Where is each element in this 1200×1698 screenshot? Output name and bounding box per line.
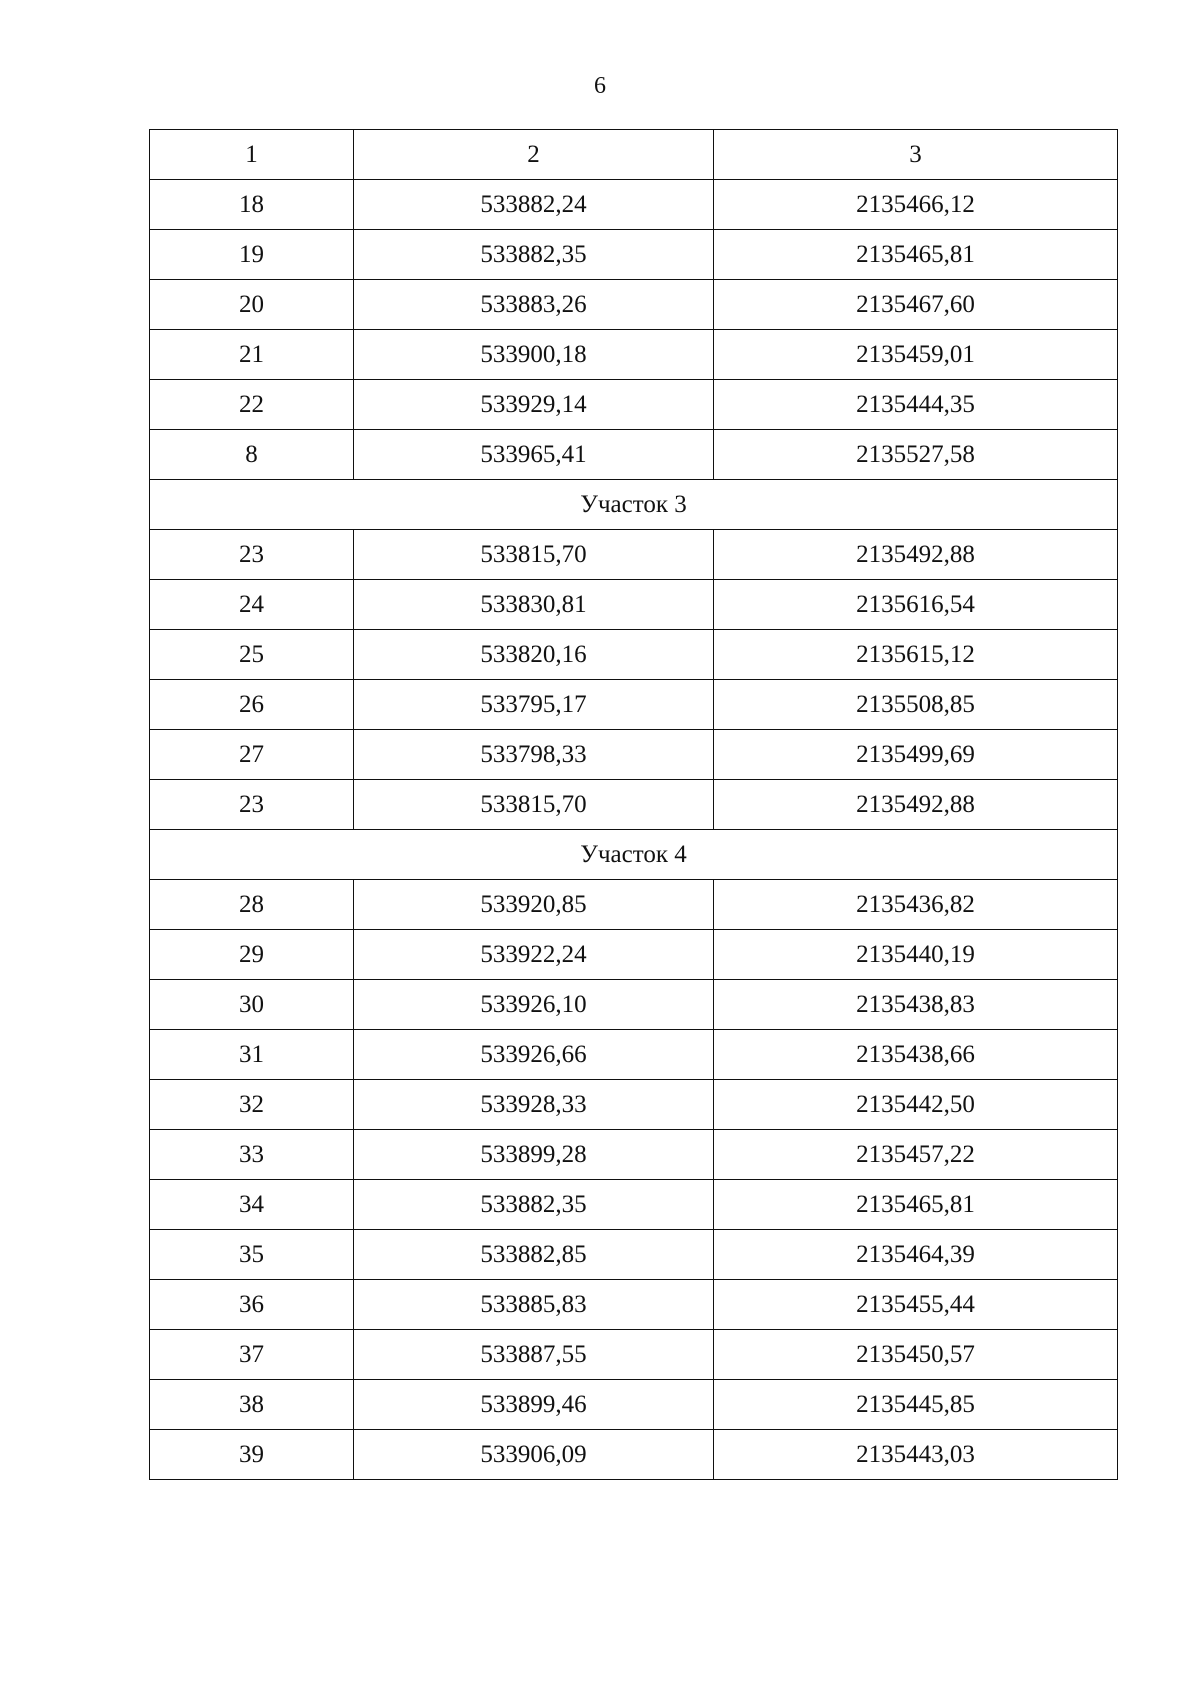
section-label: Участок 3 (150, 480, 1118, 530)
coordinate-y-cell: 2135445,85 (714, 1380, 1118, 1430)
point-number-cell: 21 (150, 330, 354, 380)
point-number-cell: 33 (150, 1130, 354, 1180)
coordinate-x-cell: 533965,41 (354, 430, 714, 480)
coordinate-y-cell: 2135457,22 (714, 1130, 1118, 1180)
table-row (150, 1330, 1118, 1380)
table-row (150, 880, 1118, 930)
coordinate-x-cell: 533815,70 (354, 530, 714, 580)
point-number-cell: 36 (150, 1280, 354, 1330)
coordinate-x-cell: 533830,81 (354, 580, 714, 630)
table-row (150, 930, 1118, 980)
coordinate-y-cell: 2135438,66 (714, 1030, 1118, 1080)
point-number-cell: 39 (150, 1430, 354, 1480)
point-number-cell: 25 (150, 630, 354, 680)
coordinate-y-cell: 2135444,35 (714, 380, 1118, 430)
coordinate-x-cell: 533882,35 (354, 230, 714, 280)
coordinate-y-cell: 2135436,82 (714, 880, 1118, 930)
point-number-cell: 37 (150, 1330, 354, 1380)
column-header-3: 3 (714, 130, 1118, 180)
table-row (150, 980, 1118, 1030)
coordinate-y-cell: 2135508,85 (714, 680, 1118, 730)
coordinate-y-cell: 2135450,57 (714, 1330, 1118, 1380)
table-row (150, 1030, 1118, 1080)
point-number-cell: 22 (150, 380, 354, 430)
coordinate-y-cell: 2135455,44 (714, 1280, 1118, 1330)
table-row (150, 430, 1118, 480)
coordinate-y-cell: 2135440,19 (714, 930, 1118, 980)
section-row (150, 830, 1118, 880)
point-number-cell: 27 (150, 730, 354, 780)
table-row (150, 580, 1118, 630)
point-number-cell: 30 (150, 980, 354, 1030)
coordinate-x-cell: 533899,46 (354, 1380, 714, 1430)
point-number-cell: 23 (150, 530, 354, 580)
column-header-1: 1 (150, 130, 354, 180)
table-row (150, 530, 1118, 580)
point-number-cell: 8 (150, 430, 354, 480)
table-row (150, 380, 1118, 430)
coordinate-x-cell: 533882,24 (354, 180, 714, 230)
coordinate-y-cell: 2135616,54 (714, 580, 1118, 630)
coordinate-y-cell: 2135492,88 (714, 780, 1118, 830)
coordinate-x-cell: 533820,16 (354, 630, 714, 680)
coordinate-x-cell: 533922,24 (354, 930, 714, 980)
table-row (150, 1130, 1118, 1180)
coordinate-y-cell: 2135443,03 (714, 1430, 1118, 1480)
coordinate-x-cell: 533882,85 (354, 1230, 714, 1280)
point-number-cell: 26 (150, 680, 354, 730)
coordinate-y-cell: 2135459,01 (714, 330, 1118, 380)
coordinates-table (149, 129, 1118, 1480)
coordinate-y-cell: 2135492,88 (714, 530, 1118, 580)
coordinate-x-cell: 533926,10 (354, 980, 714, 1030)
point-number-cell: 18 (150, 180, 354, 230)
coordinate-y-cell: 2135467,60 (714, 280, 1118, 330)
table-row (150, 730, 1118, 780)
coordinate-y-cell: 2135438,83 (714, 980, 1118, 1030)
coordinate-x-cell: 533885,83 (354, 1280, 714, 1330)
coordinate-y-cell: 2135442,50 (714, 1080, 1118, 1130)
point-number-cell: 29 (150, 930, 354, 980)
table-body (150, 130, 1118, 1480)
coordinate-x-cell: 533900,18 (354, 330, 714, 380)
coordinate-y-cell: 2135464,39 (714, 1230, 1118, 1280)
table-header-row (150, 130, 1118, 180)
table-row (150, 780, 1118, 830)
coordinate-y-cell: 2135499,69 (714, 730, 1118, 780)
coordinate-x-cell: 533920,85 (354, 880, 714, 930)
coordinate-x-cell: 533899,28 (354, 1130, 714, 1180)
coordinate-x-cell: 533929,14 (354, 380, 714, 430)
column-header-2: 2 (354, 130, 714, 180)
point-number-cell: 24 (150, 580, 354, 630)
coordinate-y-cell: 2135465,81 (714, 230, 1118, 280)
table-row (150, 1380, 1118, 1430)
table-row (150, 180, 1118, 230)
coordinate-x-cell: 533887,55 (354, 1330, 714, 1380)
page-number: 6 (594, 73, 606, 99)
coordinate-x-cell: 533883,26 (354, 280, 714, 330)
section-row (150, 480, 1118, 530)
table-row (150, 1430, 1118, 1480)
table-row (150, 230, 1118, 280)
coordinate-x-cell: 533906,09 (354, 1430, 714, 1480)
point-number-cell: 38 (150, 1380, 354, 1430)
coordinate-y-cell: 2135466,12 (714, 180, 1118, 230)
point-number-cell: 34 (150, 1180, 354, 1230)
point-number-cell: 23 (150, 780, 354, 830)
coordinate-y-cell: 2135615,12 (714, 630, 1118, 680)
coordinate-y-cell: 2135527,58 (714, 430, 1118, 480)
coordinate-x-cell: 533926,66 (354, 1030, 714, 1080)
table-row (150, 630, 1118, 680)
table-row (150, 1080, 1118, 1130)
point-number-cell: 28 (150, 880, 354, 930)
table-row (150, 330, 1118, 380)
section-label: Участок 4 (150, 830, 1118, 880)
coordinate-x-cell: 533815,70 (354, 780, 714, 830)
coordinate-x-cell: 533798,33 (354, 730, 714, 780)
point-number-cell: 31 (150, 1030, 354, 1080)
table-row (150, 1280, 1118, 1330)
table-row (150, 680, 1118, 730)
coordinate-x-cell: 533928,33 (354, 1080, 714, 1130)
coordinate-x-cell: 533882,35 (354, 1180, 714, 1230)
point-number-cell: 19 (150, 230, 354, 280)
point-number-cell: 35 (150, 1230, 354, 1280)
coordinate-y-cell: 2135465,81 (714, 1180, 1118, 1230)
point-number-cell: 20 (150, 280, 354, 330)
table-row (150, 1180, 1118, 1230)
point-number-cell: 32 (150, 1080, 354, 1130)
table-row (150, 280, 1118, 330)
table-row (150, 1230, 1118, 1280)
coordinate-x-cell: 533795,17 (354, 680, 714, 730)
